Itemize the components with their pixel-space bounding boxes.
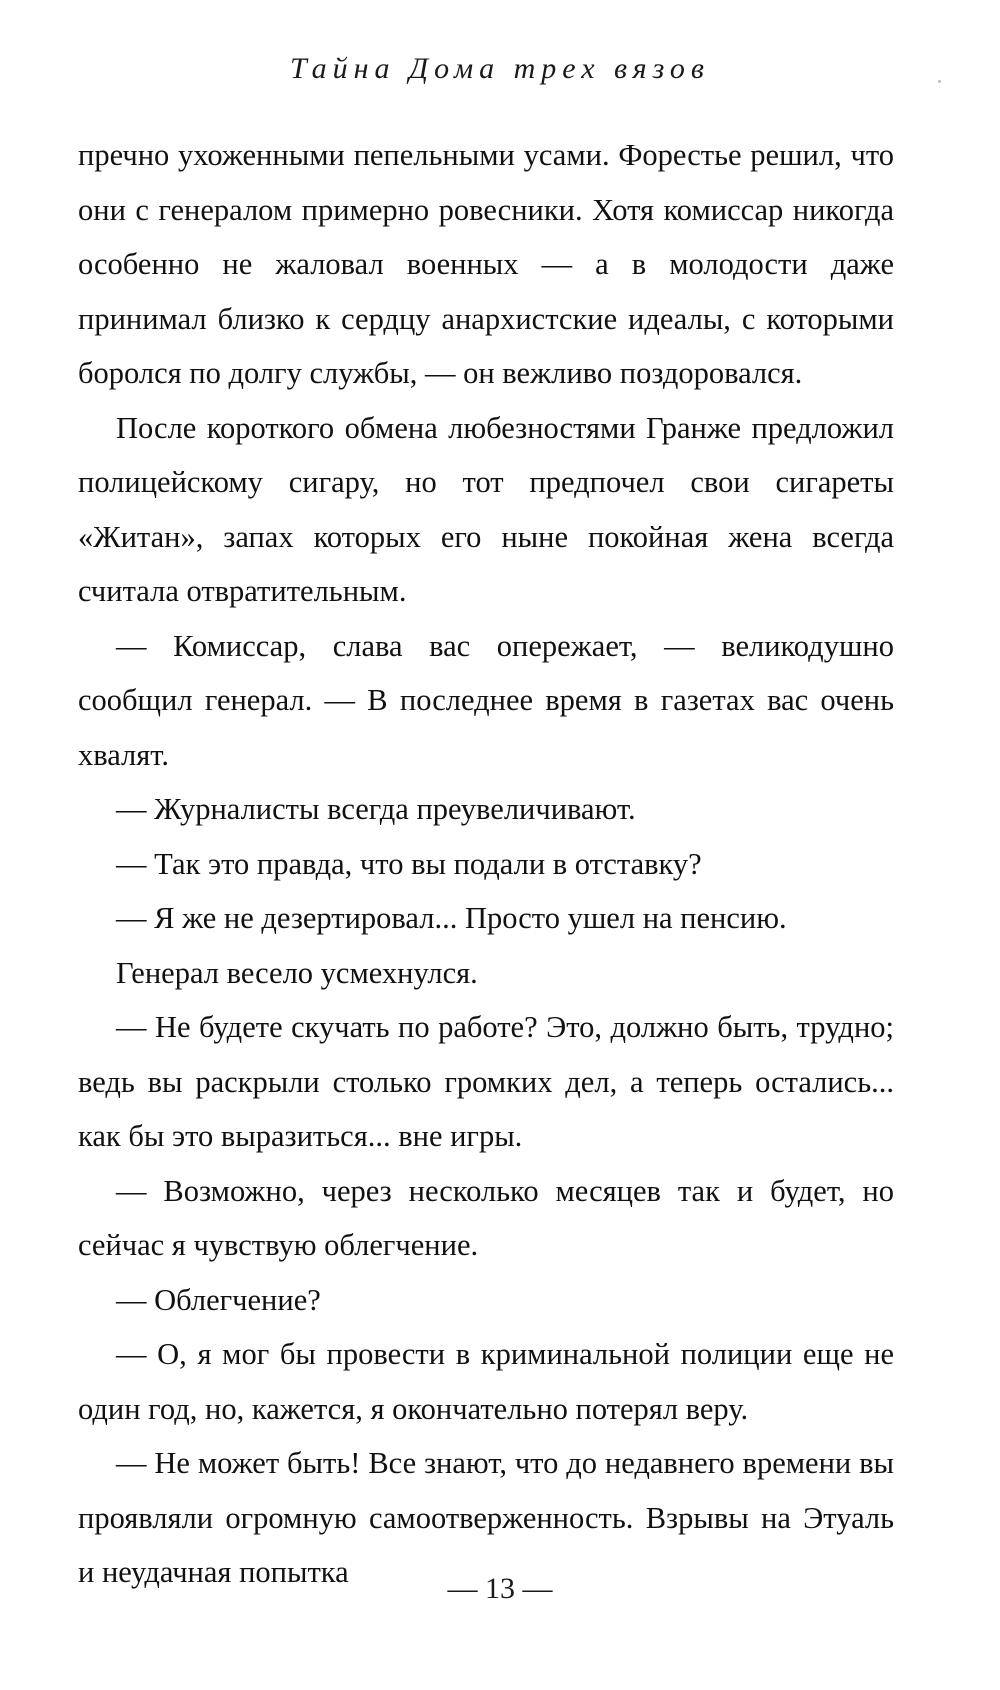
page-number: — 13 — <box>447 1572 553 1605</box>
paragraph-11: — О, я мог бы провести в криминальной полиции еще не один год, но, кажется, я окончательно потерял веру. <box>78 1337 894 1426</box>
paragraph-5: — Так это правда, что вы подали в отставку? <box>116 846 702 881</box>
body-text <box>78 128 894 1600</box>
running-header: Тайна Дома трех вязов <box>290 52 710 85</box>
paragraph-7: Генерал весело усмехнулся. <box>116 955 478 990</box>
paragraph-2: После короткого обмена любезностями Гранже предложил полицейскому сигару, но тот предпочел свои сигареты «Житан», запах которых его ныне покойная жена всегда считала отвратительным. <box>78 410 894 608</box>
paragraph-10: — Облегчение? <box>116 1282 321 1317</box>
paragraph-12: — Не может быть! Все знают, что до недавнего времени вы проявляли огромную самоотверженность. Взрывы на Этуаль и неудачная попытка <box>78 1446 894 1589</box>
paragraph-9: — Возможно, через несколько месяцев так и будет, но сейчас я чувствую облегчение. <box>78 1173 894 1262</box>
paragraph-8: — Не будете скучать по работе? Это, должно быть, трудно; ведь вы раскрыли столько громких дел, а теперь остались... как бы это выразиться... вне игры. <box>78 1010 894 1153</box>
paragraph-3: — Комиссар, слава вас опережает, — великодушно сообщил генерал. — В последнее время в газетах вас очень хвалят. <box>78 628 894 772</box>
paragraph-4: — Журналисты всегда преувеличивают. <box>116 792 636 826</box>
paragraph-6: — Я же не дезертировал... Просто ушел на пенсию. <box>116 901 787 935</box>
paragraph-1: пречно ухоженными пепельными усами. Форестье решил, что они с генералом примерно ровесники. Хотя комиссар никогда особенно не жаловал военных — а в молодости даже принимал близко к сердцу анархистские идеалы, с которыми боролся по долгу службы, — он вежливо поздоровался. <box>78 138 894 390</box>
